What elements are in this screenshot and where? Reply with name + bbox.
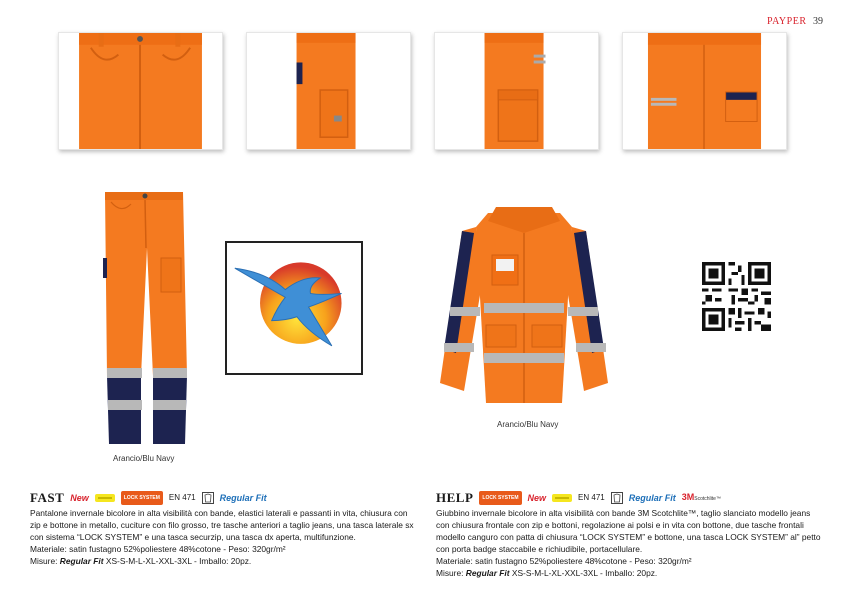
help-title-row xyxy=(436,491,826,505)
trousers-icon xyxy=(95,188,195,448)
seagull-logo-box xyxy=(225,241,363,375)
help-title: HELP xyxy=(436,490,474,505)
pants-back-thumb xyxy=(622,32,787,150)
3m-scotchlite-logo xyxy=(682,491,721,505)
help-lock-system-badge: LOCK SYSTEM xyxy=(479,491,521,505)
help-new-label: New xyxy=(527,493,547,503)
fast-desc-text: Pantalone invernale bicolore in alta visibilità con bande, elastici laterali e passanti in vita, chiusura con zip e bottone in metallo, cuciture con filo grosso, tre tasche anteriori a taglio jeans, una tasca laterale sx con sistema “LOCK SYSTEM” e una tasca securzip, una tasca dx aperta, multifunzione. xyxy=(30,508,414,542)
page-number: 39 xyxy=(813,16,823,27)
trousers-pocket-icon xyxy=(435,33,598,149)
fast-material: Materiale: satin fustagno 52%poliestere 48%cotone - Peso: 320gr/m² xyxy=(30,544,286,554)
trousers-back-icon xyxy=(623,33,786,149)
help-fit: Regular Fit xyxy=(628,493,676,503)
help-sizes-prefix: Misure: xyxy=(436,568,466,578)
hivis-badge-icon xyxy=(552,494,572,502)
fast-title: FAST xyxy=(30,490,65,505)
fast-standard: EN 471 xyxy=(168,493,196,502)
hivis-badge-icon xyxy=(95,494,115,502)
trousers-side-icon xyxy=(247,33,410,149)
qr-code[interactable] xyxy=(702,262,771,331)
fast-lock-system-badge: LOCK SYSTEM xyxy=(121,491,163,505)
help-standard: EN 471 xyxy=(578,493,605,502)
pants-front-top-thumb xyxy=(58,32,223,150)
help-sizes-rest: XS-S-M-L-XL-XXL-3XL - Imballo: 20pz. xyxy=(509,568,658,578)
pants-pocket-thumb xyxy=(434,32,599,150)
help-sizes xyxy=(436,567,826,579)
fast-fit: Regular Fit xyxy=(219,493,267,503)
fast-sizes-rest: XS-S-M-L-XL-XXL-3XL - Imballo: 20pz. xyxy=(103,556,252,566)
fast-trousers-photo xyxy=(95,188,195,448)
jacket-icon xyxy=(436,203,612,409)
fast-title-row xyxy=(30,491,420,505)
page-header xyxy=(767,16,823,27)
hivis-pictogram-icon xyxy=(202,492,214,504)
help-jacket-photo xyxy=(436,203,612,409)
qr-code-icon xyxy=(702,262,771,331)
fast-sizes-fit: Regular Fit xyxy=(59,556,104,566)
fast-color-caption: Arancio/Blu Navy xyxy=(113,454,175,463)
hivis-pictogram-icon xyxy=(611,492,623,504)
fast-new-label: New xyxy=(70,493,89,503)
help-sizes-fit: Regular Fit xyxy=(465,568,510,578)
fast-description xyxy=(30,507,420,567)
help-desc-text: Giubbino invernale bicolore in alta visibilità con bande 3M Scotchlite™, taglio slanciato modello jeans con chiusura frontale con zip e bottoni, regolazione ai polsi e in vita con bottone, due tasche frontali modello canguro con patta di chiusura “LOCK SYSTEM” e bottone, una tasca LOCK SYSTEM” al” petto con porta badge staccabile e richiudibile, portacellulare. xyxy=(436,508,821,554)
help-description xyxy=(436,507,826,579)
help-color-caption: Arancio/Blu Navy xyxy=(497,420,559,429)
scotchlite-label: Scotchlite™ xyxy=(694,496,721,502)
help-material: Materiale: satin fustagno 52%poliestere 48%cotone - Peso: 320gr/m² xyxy=(436,556,692,566)
seagull-sun-logo-icon xyxy=(227,243,361,373)
brand-name: PAYPER xyxy=(766,16,807,27)
fast-sizes xyxy=(30,555,420,567)
trousers-front-icon xyxy=(59,33,222,149)
help-product-info xyxy=(436,491,826,579)
fast-sizes-prefix: Misure: xyxy=(30,556,60,566)
pants-side-thumb xyxy=(246,32,411,150)
fast-product-info xyxy=(30,491,420,567)
3m-label: 3M xyxy=(681,492,695,502)
